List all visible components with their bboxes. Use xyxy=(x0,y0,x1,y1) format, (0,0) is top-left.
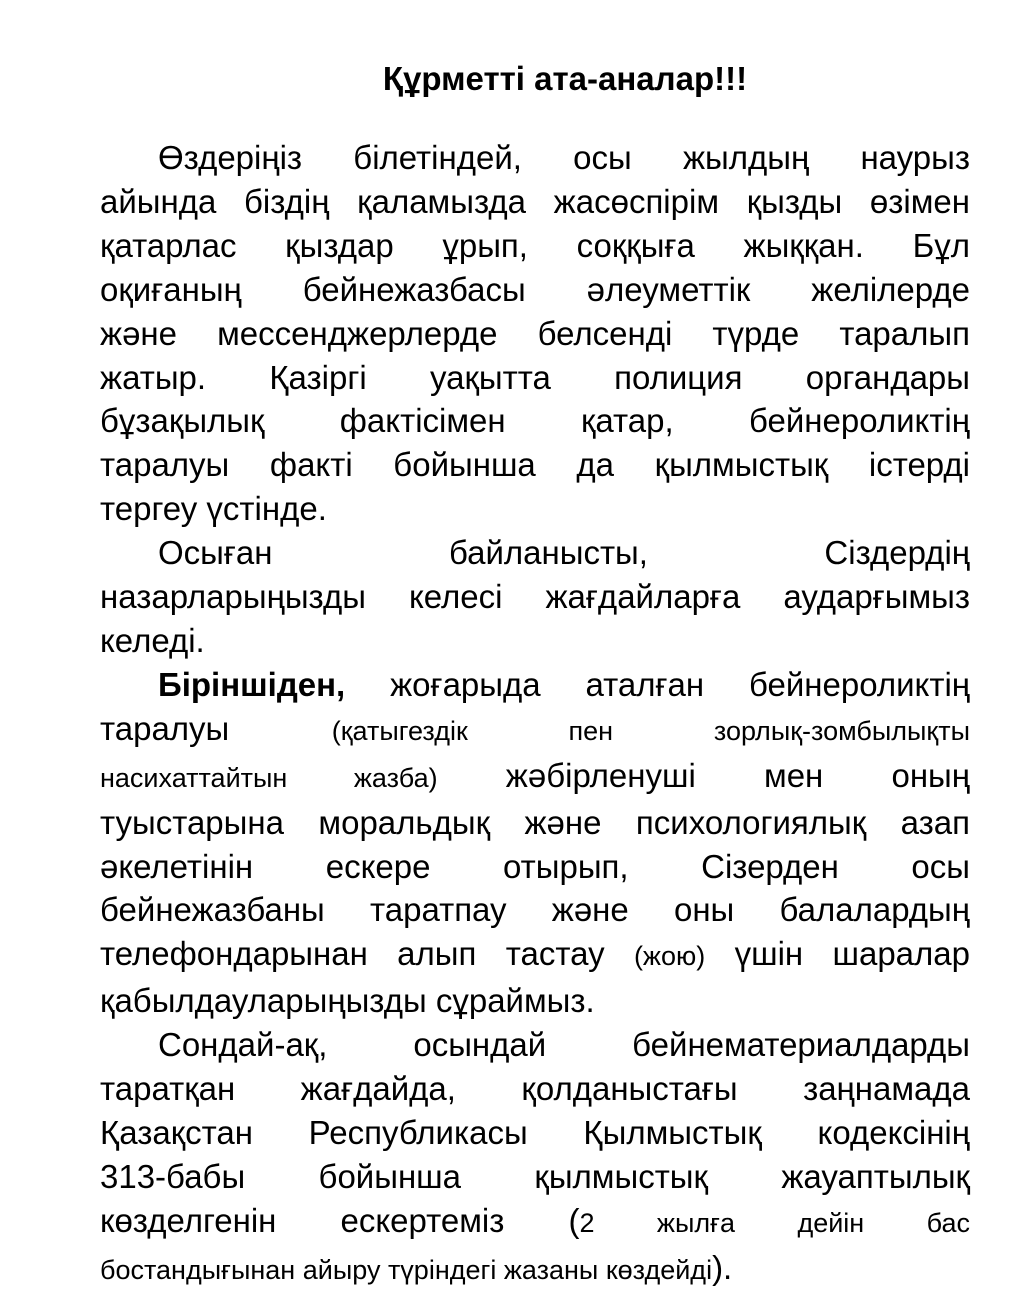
text-line xyxy=(100,663,970,707)
paragraph-2 xyxy=(100,531,970,663)
text-line xyxy=(100,1246,970,1293)
text-span: үшін шаралар xyxy=(705,935,970,973)
text-line: Сондай-ақ, осындай бейнематериалдарды xyxy=(158,1026,970,1064)
text-line: оқиғаның бейнежазбасы әлеуметтік желілерде xyxy=(100,270,970,308)
text-span: жәбірленуші мен оның xyxy=(437,756,970,794)
document-body xyxy=(100,136,970,1293)
text-span: таралуы xyxy=(100,709,230,747)
paragraph-4 xyxy=(100,1023,970,1292)
text-line xyxy=(100,932,970,979)
emphasis-first: Біріншіден, xyxy=(158,665,346,703)
text-line: Осыған байланысты, Сіздердің xyxy=(158,534,970,572)
text-line: қабылдауларыңызды сұраймыз. xyxy=(100,982,595,1020)
text-span-small: (жою) xyxy=(633,941,706,972)
text-line: таратқан жағдайда, қолданыстағы заңнамада xyxy=(100,1070,970,1108)
text-span-small: бостандығынан айыру түріндегі жазаны көздейді xyxy=(100,1254,713,1285)
text-span-small: насихаттайтын жазба) xyxy=(100,762,438,793)
text-line: әкелетінін ескере отырып, Сізерден осы xyxy=(100,847,970,885)
text-line: Өздеріңіз білетіндей, осы жылдың наурыз xyxy=(158,139,970,176)
text-line: жатыр. Қазіргі уақытта полиция органдары xyxy=(100,358,970,396)
text-line xyxy=(100,707,970,754)
text-line: келеді. xyxy=(100,621,205,659)
text-line: қатарлас қыздар ұрып, соққыға жыққан. Бұл xyxy=(100,226,970,264)
paragraph-3 xyxy=(100,663,970,1023)
text-line: таралуы факті бойынша да қылмыстық істерді xyxy=(100,446,970,484)
paragraph-1 xyxy=(100,136,970,531)
text-span-small: (қатыгездік пен зорлық-зомбылықты xyxy=(331,715,970,746)
text-line: туыстарына моральдық және психологиялық азап xyxy=(100,803,970,841)
text-line: бұзақылық фактісімен қатар, бейнероликтің xyxy=(100,402,970,440)
text-line: тергеу үстінде. xyxy=(100,490,327,528)
text-line: назарларыңызды келесі жағдайларға аударғымыз xyxy=(100,578,970,616)
text-span: көзделгенін ескертеміз ( xyxy=(100,1201,580,1239)
text-line: 313-бабы бойынша қылмыстық жауаптылық xyxy=(100,1157,970,1195)
text-line: Қазақстан Республикасы Қылмыстық кодексінің xyxy=(100,1113,970,1151)
document-title: Құрметті ата-аналар!!! xyxy=(382,60,748,97)
text-line: айында біздің қаламызда жасөспірім қызды өзімен xyxy=(100,182,970,220)
text-span: ). xyxy=(712,1248,733,1286)
text-span-small: 2 жылға дейін бас xyxy=(579,1207,970,1238)
text-span: телефондарынан алып тастау xyxy=(100,935,634,973)
text-line: және мессенджерлерде белсенді түрде таралып xyxy=(100,314,970,352)
text-line: бейнежазбаны таратпау және оны балалардың xyxy=(100,891,970,929)
text-span: жоғарыда аталған бейнероликтің xyxy=(345,665,970,703)
text-line xyxy=(100,1199,970,1246)
text-line xyxy=(100,754,970,801)
